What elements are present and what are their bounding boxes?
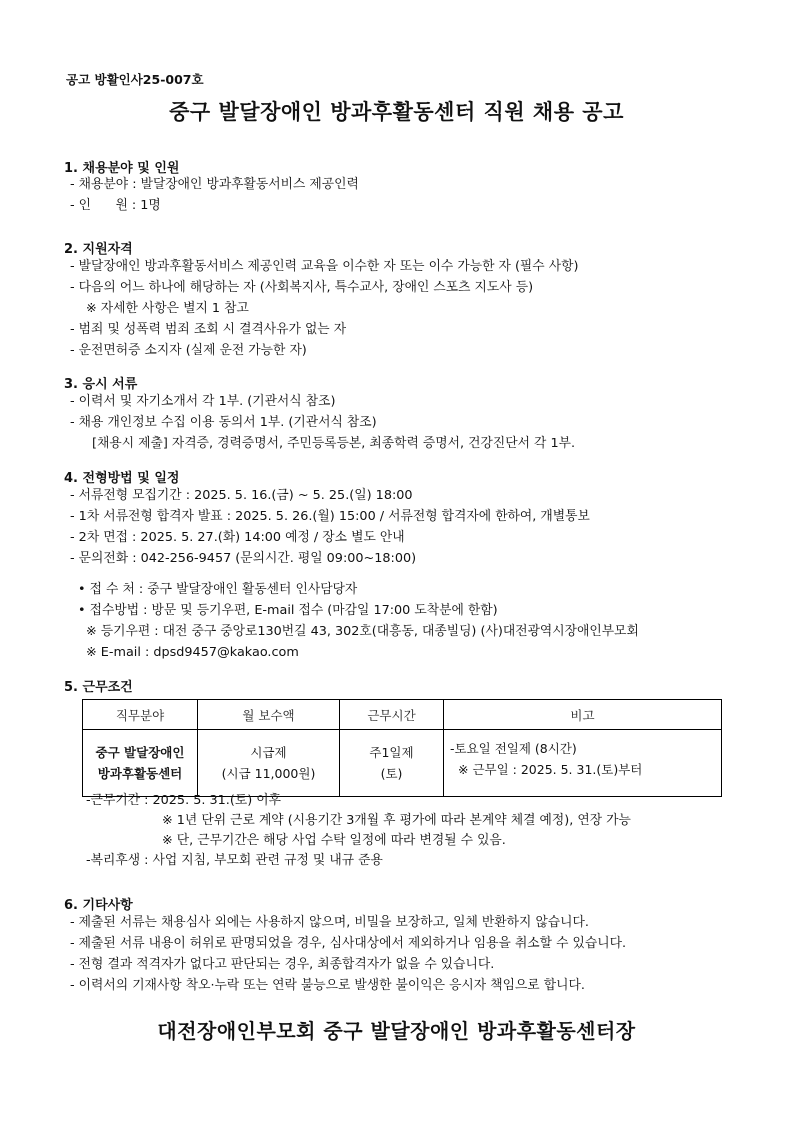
section-3-line: - 이력서 및 자기소개서 각 1부. (기관서식 참조) (70, 394, 336, 409)
job-field-cell (83, 730, 198, 797)
section-6-line: - 이력서의 기재사항 착오·누락 또는 연락 불능으로 발생한 불이익은 응시자 책임으로 합니다. (70, 978, 585, 993)
hours-cell (340, 730, 444, 797)
section-1-heading: 1. 채용분야 및 인원 (64, 161, 180, 176)
section-6-line: - 제출된 서류 내용이 허위로 판명되었을 경우, 심사대상에서 제외하거나 임용을 취소할 수 있습니다. (70, 936, 627, 951)
issuer-signature-line: 대전장애인부모회 중구 발달장애인 방과후활동센터장 (157, 1019, 636, 1043)
section-2-line: - 범죄 및 성폭력 범죄 조회 시 결격사유가 없는 자 (70, 322, 347, 337)
pay-cell (198, 730, 340, 797)
section-1-line: - 채용분야 : 발달장애인 방과후활동서비스 제공인력 (70, 177, 359, 192)
section-6-line: - 제출된 서류는 채용심사 외에는 사용하지 않으며, 비밀을 보장하고, 일체 반환하지 않습니다. (70, 915, 589, 930)
page-title: 중구 발달장애인 방과후활동센터 직원 채용 공고 (169, 100, 624, 124)
section-4-line: - 서류전형 모집기간 : 2025. 5. 16.(금) ~ 5. 25.(일) 18:00 (70, 488, 413, 503)
section-2-line: - 발달장애인 방과후활동서비스 제공인력 교육을 이수한 자 또는 이수 가능한 자 (필수 사항) (70, 259, 579, 274)
table-header-cell: 직무분야 (83, 700, 198, 730)
pay-line: (시급 11,000원) (221, 766, 316, 781)
section-4-note: ※ 등기우편 : 대전 중구 중앙로130번길 43, 302호(대흥동, 대종빌딩) (사)대전광역시장애인부모회 (86, 624, 639, 639)
document-number: 공고 방활인사25-007호 (66, 72, 204, 87)
section-6-line: - 전형 결과 적격자가 없다고 판단되는 경우, 최종합격자가 없을 수 있습니다. (70, 957, 495, 972)
section-6-heading: 6. 기타사항 (64, 898, 133, 913)
remarks-cell (444, 730, 722, 797)
section-3-submission-line: [채용시 제출] 자격증, 경력증명서, 주민등록등본, 최종학력 증명서, 건강진단서 각 1부. (92, 436, 576, 451)
table-header-cell: 비고 (444, 700, 722, 730)
section-2-heading: 2. 지원자격 (64, 242, 133, 257)
section-4-note: ※ E-mail : dpsd9457@kakao.com (86, 645, 299, 660)
table-row (83, 730, 722, 797)
section-5-heading: 5. 근무조건 (64, 680, 133, 695)
remarks-line: ※ 근무일 : 2025. 5. 31.(토)부터 (458, 762, 643, 777)
work-conditions-table (82, 699, 722, 797)
section-4-bullet: • 접 수 처 : 중구 발달장애인 활동센터 인사담당자 (78, 582, 358, 597)
section-5-note: ※ 1년 단위 근로 계약 (시용기간 3개월 후 평가에 따라 본계약 체결 예정), 연장 가능 (162, 813, 631, 828)
table-header-row (83, 700, 722, 730)
section-4-line: - 1차 서류전형 합격자 발표 : 2025. 5. 26.(월) 15:00 / 서류전형 합격자에 한하여, 개별통보 (70, 509, 590, 524)
job-field-line: 방과후활동센터 (97, 766, 183, 781)
table-header-cell: 근무시간 (340, 700, 444, 730)
section-3-line: - 채용 개인정보 수집 이용 동의서 1부. (기관서식 참조) (70, 415, 377, 430)
section-5-note: ※ 단, 근무기간은 해당 사업 수탁 일정에 따라 변경될 수 있음. (162, 833, 506, 848)
section-2-line: - 운전면허증 소지자 (실제 운전 가능한 자) (70, 343, 307, 358)
remarks-line: -토요일 전일제 (8시간) (450, 741, 577, 756)
hours-line: 주1일제 (369, 745, 414, 760)
section-4-line: - 2차 면접 : 2025. 5. 27.(화) 14:00 예정 / 장소 별도 안내 (70, 530, 405, 545)
pay-line: 시급제 (250, 745, 287, 760)
section-5-line: -근무기간 : 2025. 5. 31.(토) 이후 (86, 793, 281, 808)
job-field-line: 중구 발달장애인 (95, 745, 185, 760)
section-4-heading: 4. 전형방법 및 일정 (64, 471, 180, 486)
hours-line: (토) (380, 766, 403, 781)
section-5-line: -복리후생 : 사업 지침, 부모회 관련 규정 및 내규 준용 (86, 853, 383, 868)
section-2-note: ※ 자세한 사항은 별지 1 참고 (86, 301, 249, 316)
section-3-heading: 3. 응시 서류 (64, 377, 138, 392)
section-4-bullet: • 접수방법 : 방문 및 등기우편, E-mail 접수 (마감일 17:00 도착분에 한함) (78, 603, 498, 618)
section-4-line: - 문의전화 : 042-256-9457 (문의시간. 평일 09:00~18:00) (70, 551, 417, 566)
table-header-cell: 월 보수액 (198, 700, 340, 730)
section-1-line: - 인 원 : 1명 (70, 198, 161, 213)
section-2-line: - 다음의 어느 하나에 해당하는 자 (사회복지사, 특수교사, 장애인 스포츠 지도사 등) (70, 280, 534, 295)
